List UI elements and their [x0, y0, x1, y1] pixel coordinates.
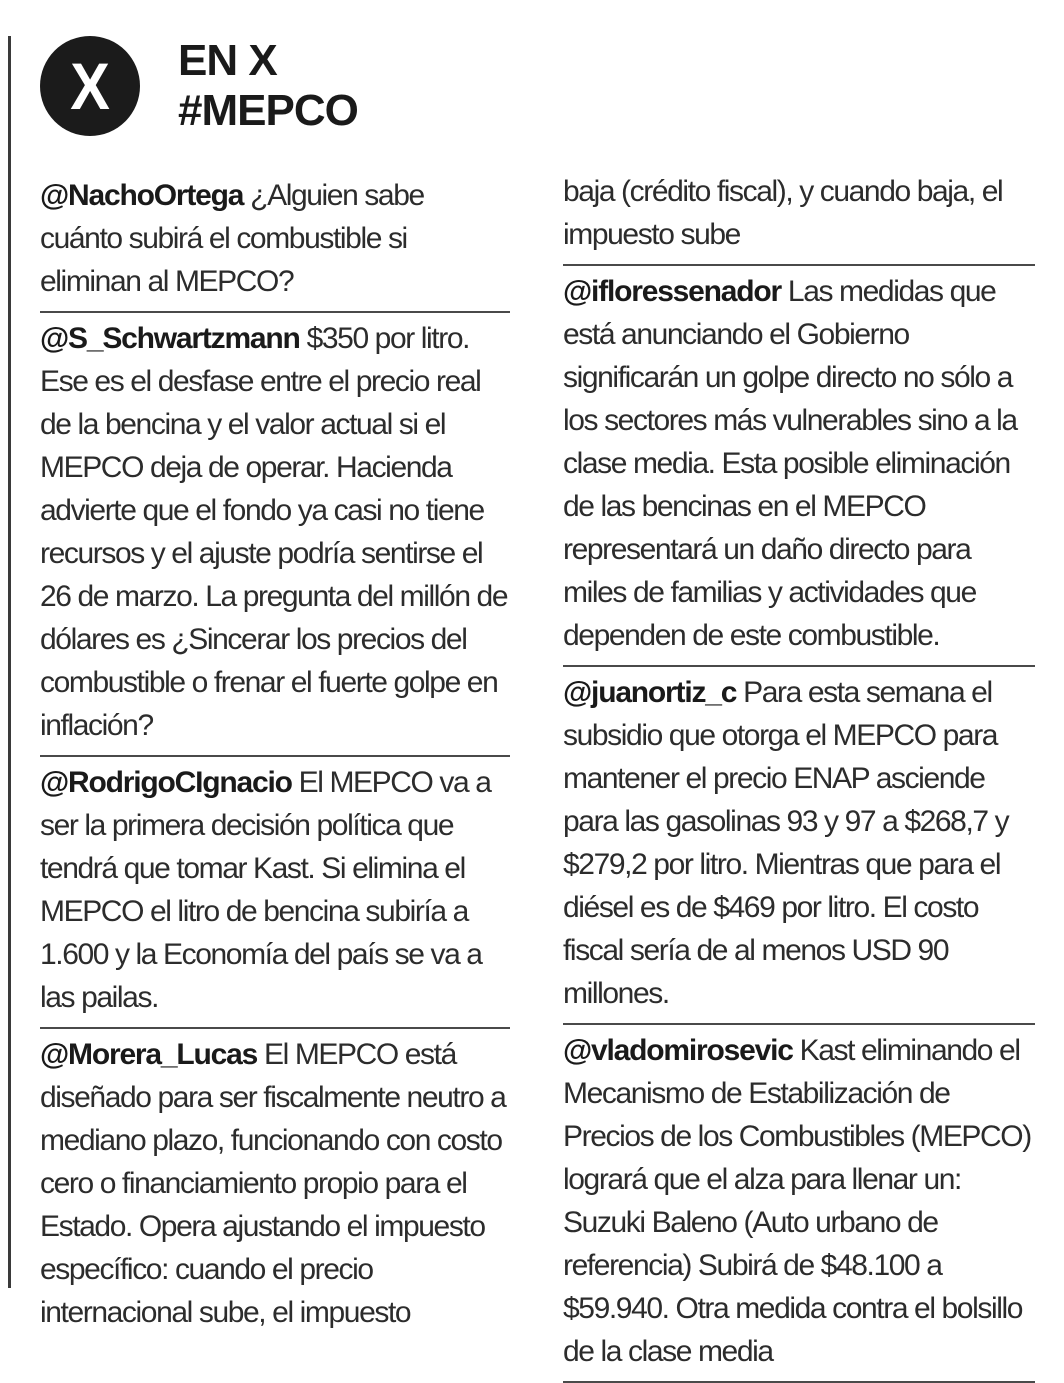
- post-s-schwartzmann: [40, 313, 510, 757]
- post-text: El MEPCO está diseñado para ser fiscalmente neutro a mediano plazo, funcionando con costo cero o financiamiento propio para el Estado. Opera ajustando el impuesto específico: cuando el precio internacional sube, el impuesto: [40, 1038, 506, 1329]
- post-nachoortega: [40, 170, 510, 313]
- post-text: Kast eliminando el Mecanismo de Estabilización de Precios de los Combustibles (MEPCO) logrará que el alza para llenar un: Suzuki Baleno (Auto urbano de referencia) Subirá de $48.100 a $59.940. Otra medida contra el bolsillo de la clase media: [563, 1034, 1031, 1368]
- post-morera-lucas: [40, 1029, 510, 1342]
- post-handle[interactable]: @juanortiz_c: [563, 676, 737, 709]
- post-handle[interactable]: @S_Schwartzmann: [40, 322, 300, 355]
- column-rule: [8, 36, 11, 1288]
- post-morera-lucas-continuation: [563, 170, 1035, 266]
- post-handle[interactable]: @NachoOrtega: [40, 179, 244, 212]
- x-logo-icon: [40, 36, 140, 136]
- section-header: [178, 36, 358, 136]
- post-text: $350 por litro. Ese es el desfase entre el precio real de la bencina y el valor actual si el MEPCO deja de operar. Hacienda advierte que el fondo ya casi no tiene recursos y el ajuste podría sentirse el 26 de marzo. La pregunta del millón de dólares es ¿Sincerar los precios del combustible o frenar el fuerte golpe en inflación?: [40, 322, 508, 742]
- post-handle[interactable]: @vladomirosevic: [563, 1034, 793, 1067]
- post-handle[interactable]: @RodrigoCIgnacio: [40, 766, 292, 799]
- post-text: ¿Alguien sabe cuánto subirá el combustible si eliminan al MEPCO?: [40, 179, 424, 298]
- header-hashtag: #MEPCO: [178, 86, 358, 135]
- x-logo-letter: X: [70, 49, 110, 123]
- post-text: baja (crédito fiscal), y cuando baja, el impuesto sube: [563, 175, 1003, 251]
- post-handle[interactable]: @Morera_Lucas: [40, 1038, 258, 1071]
- left-column: [40, 170, 510, 1342]
- post-text: Para esta semana el subsidio que otorga el MEPCO para mantener el precio ENAP asciende para las gasolinas 93 y 97 a $268,7 y $279,2 por litro. Mientras que para el diésel es de $469 por litro. El costo fiscal sería de al menos USD 90 millones.: [563, 676, 1009, 1010]
- post-text: El MEPCO va a ser la primera decisión política que tendrá que tomar Kast. Si elimina el MEPCO el litro de bencina subiría a 1.600 y la Economía del país se va a las pailas.: [40, 766, 491, 1014]
- post-text: Las medidas que está anunciando el Gobierno significarán un golpe directo no sólo a los sectores más vulnerables sino a la clase media. Esta posible eliminación de las bencinas en el MEPCO representará un daño directo para miles de familias y actividades que dependen de este combustible.: [563, 275, 1017, 652]
- post-ifloressenador: [563, 266, 1035, 667]
- post-handle[interactable]: @ifloressenador: [563, 275, 781, 308]
- post-juanortiz-c: [563, 667, 1035, 1025]
- post-rodrigocignacio: [40, 757, 510, 1029]
- right-column: [563, 170, 1035, 1383]
- header-line-1: EN X: [178, 36, 277, 85]
- post-vladomirosevic: [563, 1025, 1035, 1383]
